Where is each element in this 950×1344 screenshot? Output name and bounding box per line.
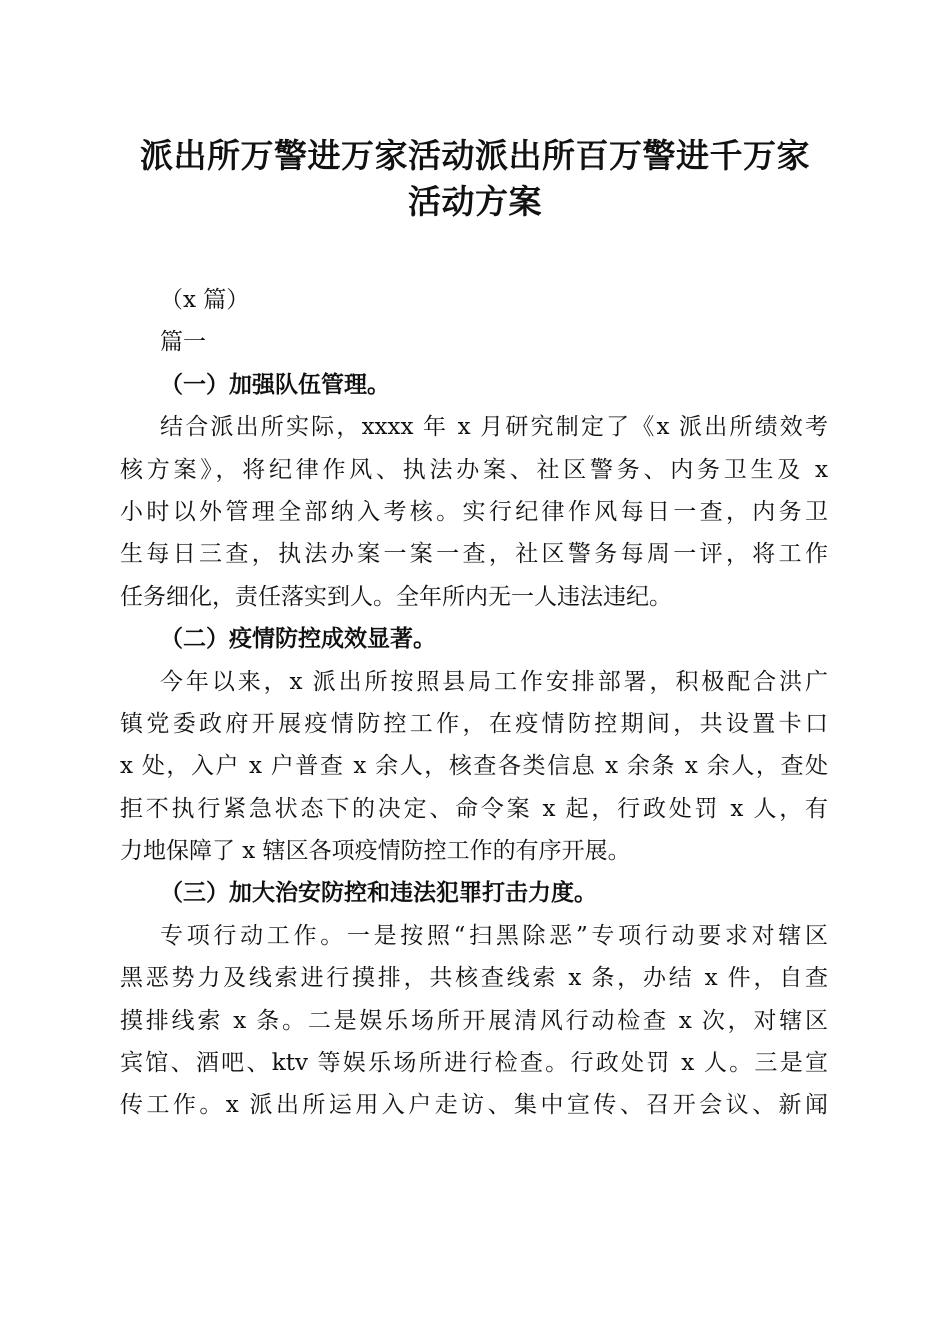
document-title	[100, 133, 850, 225]
section-heading-3: （三）加大治安防控和违法犯罪打击力度。	[160, 879, 597, 907]
section-paragraph-2	[120, 661, 828, 873]
section-paragraph-3	[120, 915, 828, 1127]
paragraph-line: 专项行动工作。一是按照“扫黑除恶”专项行动要求对辖区	[160, 922, 828, 949]
section-heading-2: （二）疫情防控成效显著。	[160, 625, 436, 653]
paragraph-line: 任务细化，责任落实到人。全年所内无一人违法违纪。	[120, 583, 672, 610]
paragraph-line: 今年以来，x 派出所按照县局工作安排部署，积极配合洪广	[160, 668, 828, 695]
paragraph-line: 黑恶势力及线索进行摸排，共核查线索 x 条，办结 x 件，自查	[120, 965, 828, 992]
paragraph-line: 拒不执行紧急状态下的决定、命令案 x 起，行政处罚 x 人，有	[120, 795, 828, 822]
paragraph-line: 传工作。x 派出所运用入户走访、集中宣传、召开会议、新闻	[120, 1092, 828, 1119]
paragraph-line: 宾馆、酒吧、ktv 等娱乐场所进行检查。行政处罚 x 人。三是宣	[120, 1050, 828, 1077]
title-line-1: 派出所万警进万家活动派出所百万警进千万家	[140, 136, 810, 175]
paragraph-line: 摸排线索 x 条。二是娱乐场所开展清风行动检查 x 次，对辖区	[120, 1007, 828, 1034]
section-heading-1: （一）加强队伍管理。	[160, 370, 390, 398]
paragraph-line: 生每日三查，执法办案一案一查，社区警务每周一评，将工作	[120, 541, 828, 568]
paragraph-line: 小时以外管理全部纳入考核。实行纪律作风每日一查，内务卫	[120, 498, 828, 525]
title-line-2: 活动方案	[408, 182, 542, 221]
paragraph-line: 镇党委政府开展疫情防控工作，在疫情防控期间，共设置卡口	[120, 710, 828, 737]
document-body	[120, 279, 828, 1127]
part-label: 篇一	[160, 329, 206, 356]
section-paragraph-1	[120, 406, 828, 618]
subtitle: （x 篇）	[160, 287, 250, 313]
paragraph-line: 核方案》，将纪律作风、执法办案、社区警务、内务卫生及 x	[120, 456, 828, 483]
paragraph-line: 结合派出所实际，xxxx 年 x 月研究制定了《x 派出所绩效考	[160, 414, 828, 441]
paragraph-line: 力地保障了 x 辖区各项疫情防控工作的有序开展。	[120, 838, 631, 865]
paragraph-line: x 处，入户 x 户普查 x 余人，核查各类信息 x 余条 x 余人，查处	[120, 753, 828, 780]
